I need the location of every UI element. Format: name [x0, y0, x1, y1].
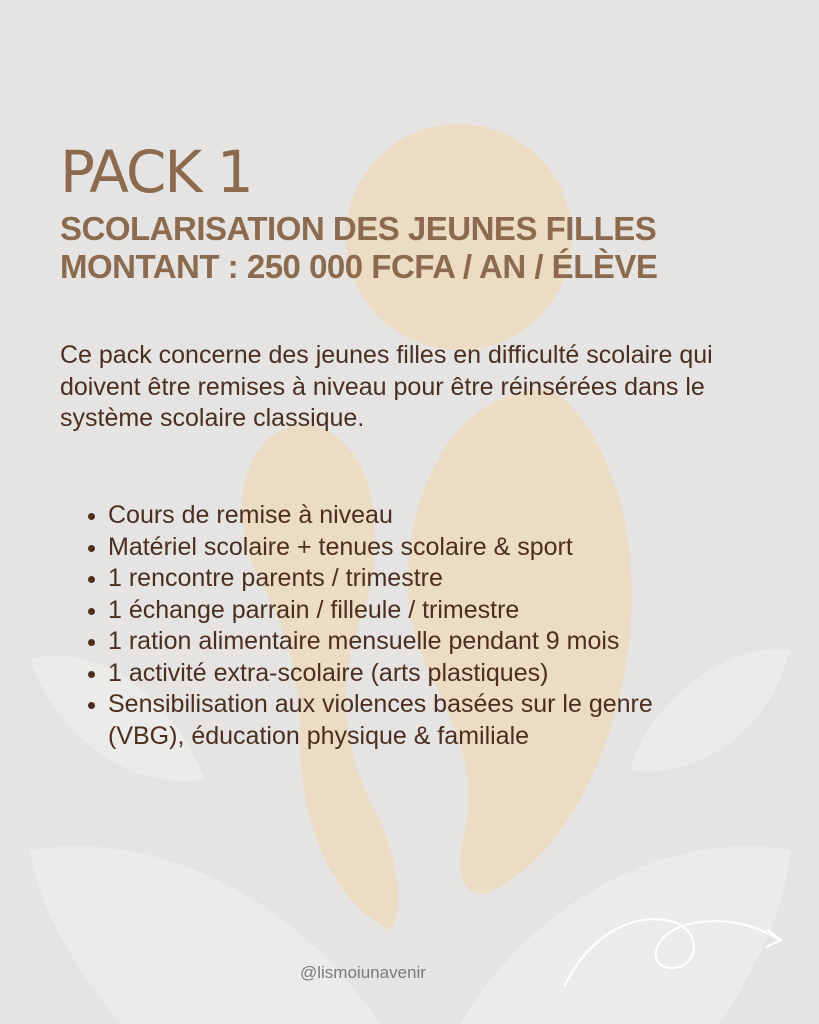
subtitle-line-amount: MONTANT : 250 000 FCFA / AN / ÉLÈVE: [60, 248, 658, 285]
benefit-item: • 1 ration alimentaire mensuelle pendant 9 mois: [108, 626, 708, 658]
subtitle-line-program: SCOLARISATION DES JEUNES FILLES: [60, 210, 657, 247]
benefit-item: • 1 activité extra-scolaire (arts plastiques): [108, 658, 708, 690]
benefit-item: • Matériel scolaire + tenues scolaire & sport: [108, 532, 708, 564]
social-handle: @lismoiunavenir: [300, 963, 426, 982]
benefit-item: • Sensibilisation aux violences basées sur le genre (VBG), éducation physique & familiale: [108, 689, 708, 752]
pack-title: PACK 1: [60, 138, 252, 206]
benefits-list: [80, 500, 708, 752]
benefit-item: • Cours de remise à niveau: [108, 500, 708, 532]
intro-paragraph: Ce pack concerne des jeunes filles en difficulté scolaire qui doivent être remises à niveau pour être réinsérées dans le système scolaire classique.: [60, 341, 713, 432]
benefit-item: • 1 rencontre parents / trimestre: [108, 563, 708, 595]
benefit-item: • 1 échange parrain / filleule / trimestre: [108, 595, 708, 627]
pack-subtitle: [60, 210, 800, 286]
